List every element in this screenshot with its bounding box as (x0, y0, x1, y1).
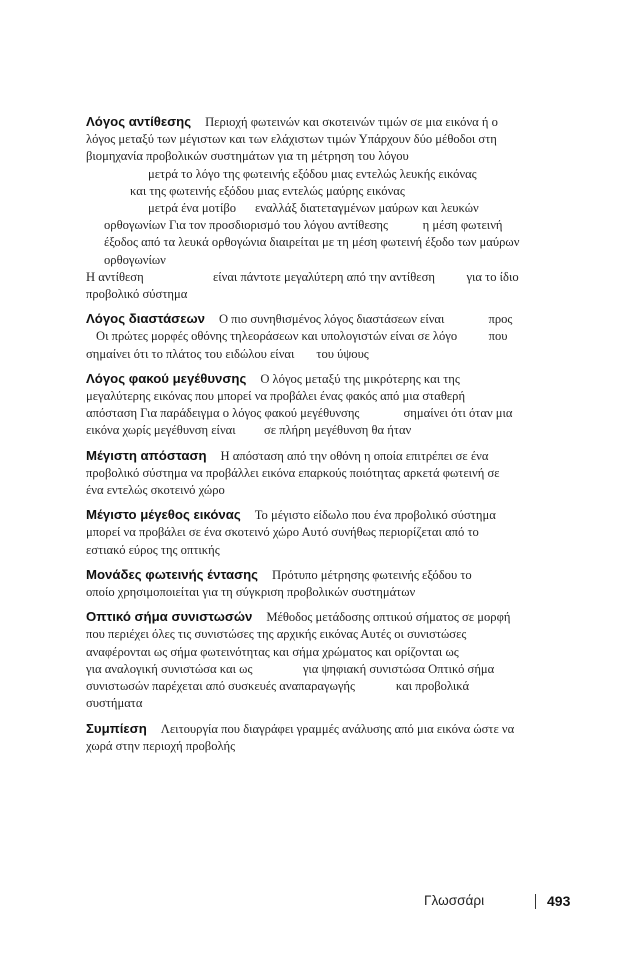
definition-line (86, 661, 576, 678)
definition-text: εικόνα χωρίς μεγέθυνση είναι σε πλήρη μεγέθυνση θα ήταν (86, 423, 412, 438)
definition-text: λόγος μεταξύ των μέγιστων και των ελάχιστων τιμών Υπάρχουν δύο μέθοδοι στη (86, 132, 497, 147)
definition-line (86, 542, 576, 559)
definition-text: Μέθοδος μετάδοσης οπτικού σήματος σε μορφή (266, 610, 511, 625)
glossary-entry (86, 370, 576, 440)
definition-line (86, 447, 576, 465)
page-footer (0, 893, 636, 913)
definition-text: μπορεί να προβάλει σε ένα σκοτεινό χώρο Αυτό συνήθως περιορίζεται από το (86, 525, 479, 540)
definition-line (86, 269, 576, 286)
definition-line (86, 310, 576, 328)
definition-text: μετρά το λόγο της φωτεινής εξόδου μιας εντελώς λευκής εικόνας (148, 166, 477, 181)
glossary-term: Μέγιστη απόσταση (86, 447, 207, 463)
definition-text: απόσταση Για παράδειγμα ο λόγος φακού μεγέθυνσης σημαίνει ότι όταν μια (86, 406, 513, 421)
glossary-entry (86, 113, 576, 303)
definition-line (86, 608, 576, 626)
definition-line (86, 388, 576, 405)
definition-text: χωρά στην περιοχή προβολής (86, 738, 236, 753)
definition-text: Το μέγιστο είδωλο που ένα προβολικό σύστημα (254, 508, 496, 523)
definition-text: ορθογωνίων (104, 252, 166, 267)
definition-line (86, 346, 576, 363)
definition-line (86, 252, 576, 269)
definition-line (86, 217, 576, 234)
definition-line (86, 200, 576, 217)
definition-text: για αναλογική συνιστώσα και ως για ψηφιακή συνιστώσα Οπτικό σήμα (86, 661, 495, 676)
glossary-entry (86, 608, 576, 712)
definition-text: συστήματα (86, 696, 143, 711)
definition-text: μετρά ένα μοτίβο εναλλάξ διατεταγμένων μαύρων και λευκών (148, 201, 479, 216)
definition-text: Η αντίθεση είναι πάντοτε μεγαλύτερη από την αντίθεση για το ίδιο (86, 269, 519, 284)
definition-text: ορθογωνίων Για τον προσδιορισμό του λόγου αντίθεσης η μέση φωτεινή (104, 218, 503, 233)
glossary-entry (86, 506, 576, 559)
definition-line (86, 286, 576, 303)
glossary-entry (86, 720, 576, 755)
definition-text: σημαίνει ότι το πλάτος του ειδώλου είναι του ύψους (86, 346, 369, 361)
definition-line (86, 405, 576, 422)
glossary-term: Οπτικό σήμα συνιστωσών (86, 609, 253, 625)
definition-text: και της φωτεινής εξόδου μιας εντελώς μαύρης εικόνας (130, 183, 405, 198)
definition-text: Λειτουργία που διαγράφει γραμμές ανάλυσης από μια εικόνα ώστε να (160, 721, 515, 736)
definition-line (86, 482, 576, 499)
definition-text: αναφέρονται ως σήμα φωτεινότητας και σήμα χρώματος και ορίζονται ως (86, 644, 459, 659)
definition-text: ένα εντελώς σκοτεινό χώρο (86, 483, 225, 498)
definition-line (86, 328, 576, 345)
glossary-term: Λόγος διαστάσεων (86, 311, 205, 327)
definition-line (86, 626, 576, 643)
glossary-term: Λόγος αντίθεσης (86, 114, 192, 129)
definition-line (86, 695, 576, 712)
definition-line (86, 166, 576, 183)
definition-text: Η απόσταση από την οθόνη η οποία επιτρέπει σε ένα (220, 448, 489, 463)
glossary-entry (86, 566, 576, 601)
definition-text: Οι πρώτες μορφές οθόνης τηλεοράσεων και υπολογιστών είναι σε λόγο που (96, 329, 508, 344)
glossary-entry (86, 310, 576, 363)
glossary-term: Μέγιστο μέγεθος εικόνας (86, 507, 241, 523)
definition-text: οποίο χρησιμοποιείται για τη σύγκριση προβολικών συστημάτων (86, 585, 416, 600)
glossary-term: Λόγος φακού μεγέθυνσης (86, 370, 247, 386)
definition-text: προβολικό σύστημα (86, 287, 188, 302)
glossary-entry (86, 447, 576, 500)
footer-divider (535, 894, 536, 909)
definition-line (86, 720, 576, 738)
definition-text: Ο πιο συνηθισμένος λόγος διαστάσεων είναι προς (218, 312, 513, 327)
definition-line (86, 370, 576, 388)
definition-line (86, 234, 576, 251)
definition-line (86, 644, 576, 661)
glossary-term: Μονάδες φωτεινής έντασης (86, 566, 259, 582)
definition-text: μεγαλύτερης εικόνας που μπορεί να προβάλει ένας φακός από μια σταθερή (86, 389, 466, 404)
glossary-entries (86, 113, 576, 762)
definition-text: έξοδος από τα λευκά ορθογώνια διαιρείται με τη μέση φωτεινή έξοδο των μαύρων (104, 235, 520, 250)
definition-text: βιομηχανία προβολικών συστημάτων για τη μέτρηση του λόγου (86, 149, 409, 164)
definition-line (86, 678, 576, 695)
definition-text: εστιακό εύρος της οπτικής (86, 542, 220, 557)
definition-line (86, 113, 576, 131)
definition-line (86, 131, 576, 148)
definition-line (86, 524, 576, 541)
definition-line (86, 566, 576, 584)
definition-line (86, 738, 576, 755)
definition-text: Περιοχή φωτεινών και σκοτεινών τιμών σε μια εικόνα ή ο (205, 115, 498, 129)
footer-section-title: Γλωσσάρι (424, 893, 485, 908)
definition-line (86, 584, 576, 601)
definition-text: που περιέχει όλες τις συνιστώσες της αρχικής εικόνας Αυτές οι συνιστώσες (86, 627, 467, 642)
definition-line (86, 148, 576, 165)
definition-line (86, 422, 576, 439)
definition-text: Πρότυπο μέτρησης φωτεινής εξόδου το (272, 567, 472, 582)
definition-line (86, 183, 576, 200)
definition-line (86, 465, 576, 482)
glossary-term: Συμπίεση (86, 720, 147, 736)
definition-text: προβολικό σύστημα να προβάλλει εικόνα επαρκούς ποιότητας αρκετά φωτεινή σε (86, 465, 500, 480)
definition-text: συνιστωσών παρέχεται από συσκευές αναπαραγωγής και προβολικά (86, 679, 470, 694)
definition-text: Ο λόγος μεταξύ της μικρότερης και της (260, 371, 460, 386)
page-number: 493 (547, 893, 571, 909)
definition-line (86, 506, 576, 524)
